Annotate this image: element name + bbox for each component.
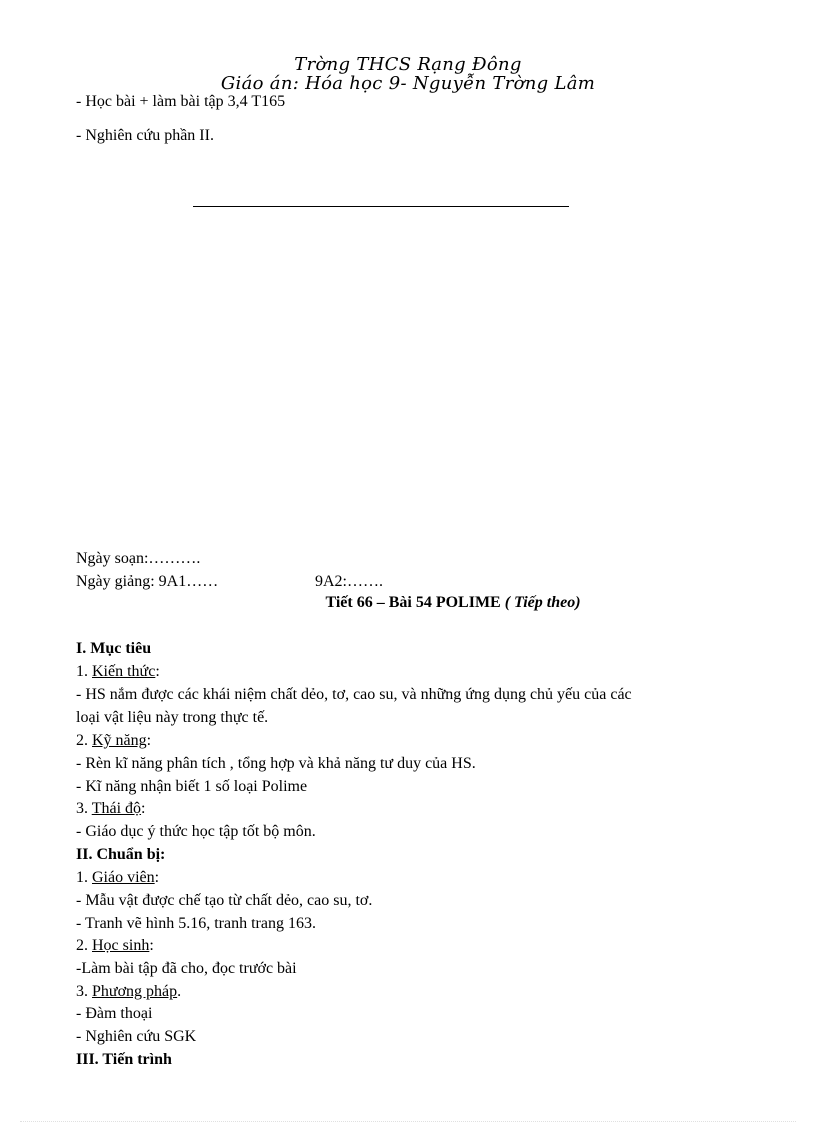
homework-line-2: - Nghiên cứu phần II.: [76, 127, 214, 144]
homework-line-1: - Học bài + làm bài tập 3,4 T165: [76, 93, 286, 110]
divider-rule: [193, 206, 569, 207]
school-header: Trờng THCS Rạng Đông: [294, 54, 522, 75]
date-teaching-9a1: Ngày giảng: 9A1……: [76, 573, 219, 590]
method-text-2: - Nghiên cứu SGK: [76, 1028, 197, 1045]
attitude-subheading: 3. Thái độ:: [76, 800, 146, 817]
teacher-subheading: 1. Giáo viên:: [76, 869, 160, 886]
section-objectives-heading: I. Mục tiêu: [76, 640, 152, 657]
skills-text-1: - Rèn kĩ năng phân tích , tổng hợp và khả năng tư duy của HS.: [76, 755, 476, 772]
section-preparation-heading: II. Chuẩn bị:: [76, 846, 166, 863]
knowledge-text-2: loại vật liệu này trong thực tế.: [76, 709, 269, 726]
knowledge-subheading: 1. Kiến thức:: [76, 663, 160, 680]
student-text-1: -Làm bài tập đã cho, đọc trước bài: [76, 960, 297, 977]
skills-text-2: - Kĩ năng nhận biết 1 số loại Polime: [76, 778, 308, 795]
lesson-title-continued: ( Tiếp theo): [504, 594, 581, 611]
knowledge-text-1: - HS nắm được các khái niệm chất dẻo, tơ, cao su, và những ứng dụng chủ yếu của các: [76, 686, 632, 703]
method-text-1: - Đàm thoại: [76, 1005, 153, 1022]
skills-subheading: 2. Kỹ năng:: [76, 732, 152, 749]
section-progress-heading: III. Tiến trình: [76, 1051, 172, 1068]
date-prepared: Ngày soạn:……….: [76, 550, 201, 567]
lesson-plan-header: Giáo án: Hóa học 9- Nguyễn Trờng Lâm: [220, 73, 596, 94]
lesson-title: [0, 594, 816, 612]
teacher-text-1: - Mẫu vật được chế tạo từ chất dẻo, cao su, tơ.: [76, 892, 373, 909]
lesson-title-main: Tiết 66 – Bài 54 POLIME: [325, 594, 505, 611]
attitude-text-1: - Giáo dục ý thức học tập tốt bộ môn.: [76, 823, 316, 840]
date-teaching-9a2: 9A2:…….: [315, 573, 383, 590]
student-subheading: 2. Học sinh:: [76, 937, 154, 954]
method-subheading: 3. Phương pháp.: [76, 983, 182, 1000]
teacher-text-2: - Tranh vẽ hình 5.16, tranh trang 163.: [76, 915, 316, 932]
page-bottom-border: [20, 1121, 796, 1122]
